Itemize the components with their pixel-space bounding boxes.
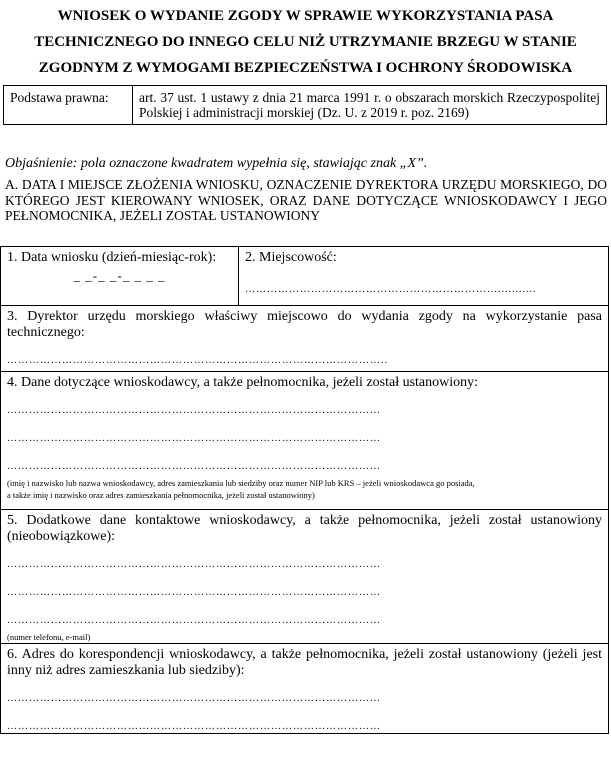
- section-a-heading: A. DATA I MIEJSCE ZŁOŻENIA WNIOSKU, OZNACZENIE DYREKTORA URZĘDU MORSKIEGO, DO KTÓREGO JEST KIEROWANY WNIOSEK, ORAZ DANE DOTYCZĄCE WNIOSKODAWCY I JEGO PEŁNOMOCNIKA, JEŻELI ZOSTAŁ USTANOWIONY: [5, 177, 607, 223]
- contact-input-line-3[interactable]: …………………………………………………………………………………………: [7, 615, 381, 626]
- field-4-hint-line-1: (imię i nazwisko lub nazwa wnioskodawcy, adres zamieszkania lub siedziby oraz numer NIP lub KRS – jeżeli wnioskodawca go posiada,: [7, 478, 475, 488]
- director-input[interactable]: …………………………………………………………………………………………..: [7, 355, 388, 366]
- field-6-correspondence: [1, 644, 609, 734]
- field-3-label: 3. Dyrektor urzędu morskiego właściwy miejscowo do wydania zgody na wykorzystanie pasa technicznego:: [7, 309, 602, 340]
- correspondence-input-line-1[interactable]: …………………………………………………………………………………………: [7, 693, 381, 704]
- field-5-hint: (numer telefonu, e-mail): [7, 632, 91, 642]
- correspondence-input-line-2[interactable]: …………………………………………………………………………………………: [7, 721, 381, 732]
- legal-basis-text: art. 37 ust. 1 ustawy z dnia 21 marca 1991 r. o obszarach morskich Rzeczypospolitej Polskiej i administracji morskiej (Dz. U. z 2019 r. poz. 2169): [133, 86, 607, 125]
- field-2-place: [239, 247, 609, 306]
- applicant-form-table: [0, 246, 609, 734]
- form-title-line-3: ZGODNYM Z WYMOGAMI BEZPIECZEŃSTWA I OCHRONY ŚRODOWISKA: [38, 60, 573, 76]
- form-title: [0, 3, 611, 81]
- explanation-note: Objaśnienie: pola oznaczone kwadratem wypełnia się, stawiając znak „X”.: [5, 156, 428, 171]
- field-4-hint-line-2: a także imię i nazwisko oraz adres zamieszkania pełnomocnika, jeżeli został ustanowiony): [7, 490, 315, 500]
- field-5-contact: [1, 510, 609, 644]
- legal-basis-table: [3, 85, 607, 125]
- field-5-label: 5. Dodatkowe dane kontaktowe wnioskodawcy, a także pełnomocnika, jeżeli został ustanowiony (nieobowiązkowe):: [7, 513, 602, 544]
- date-input[interactable]: _ _-_ _-_ _ _ _: [73, 268, 166, 283]
- form-title-line-1: WNIOSEK O WYDANIE ZGODY W SPRAWIE WYKORZYSTANIA PASA: [57, 8, 554, 24]
- applicant-input-line-3[interactable]: …………………………………………………………………………………………: [7, 461, 381, 472]
- contact-input-line-2[interactable]: …………………………………………………………………………………………: [7, 587, 381, 598]
- place-input[interactable]: ……………………………………………………………...........: [245, 284, 537, 295]
- field-1-label: 1. Data wniosku (dzień-miesiąc-rok):: [7, 250, 217, 265]
- field-3-director: [1, 306, 609, 372]
- applicant-input-line-2[interactable]: …………………………………………………………………………………………: [7, 433, 381, 444]
- contact-input-line-1[interactable]: …………………………………………………………………………………………: [7, 559, 381, 570]
- field-1-date: [1, 247, 239, 306]
- legal-basis-label: Podstawa prawna:: [4, 86, 133, 125]
- field-4-applicant: [1, 372, 609, 510]
- applicant-input-line-1[interactable]: …………………………………………………………………………………………: [7, 405, 381, 416]
- field-4-label: 4. Dane dotyczące wnioskodawcy, a także pełnomocnika, jeżeli został ustanowiony:: [7, 375, 479, 390]
- form-title-line-2: TECHNICZNEGO DO INNEGO CELU NIŻ UTRZYMANIE BRZEGU W STANIE: [34, 34, 577, 50]
- field-6-label: 6. Adres do korespondencji wnioskodawcy, a także pełnomocnika, jeżeli został ustanowiony (jeżeli jest inny niż adres zamieszkania lub siedziby):: [7, 647, 602, 678]
- field-2-label: 2. Miejscowość:: [245, 250, 337, 265]
